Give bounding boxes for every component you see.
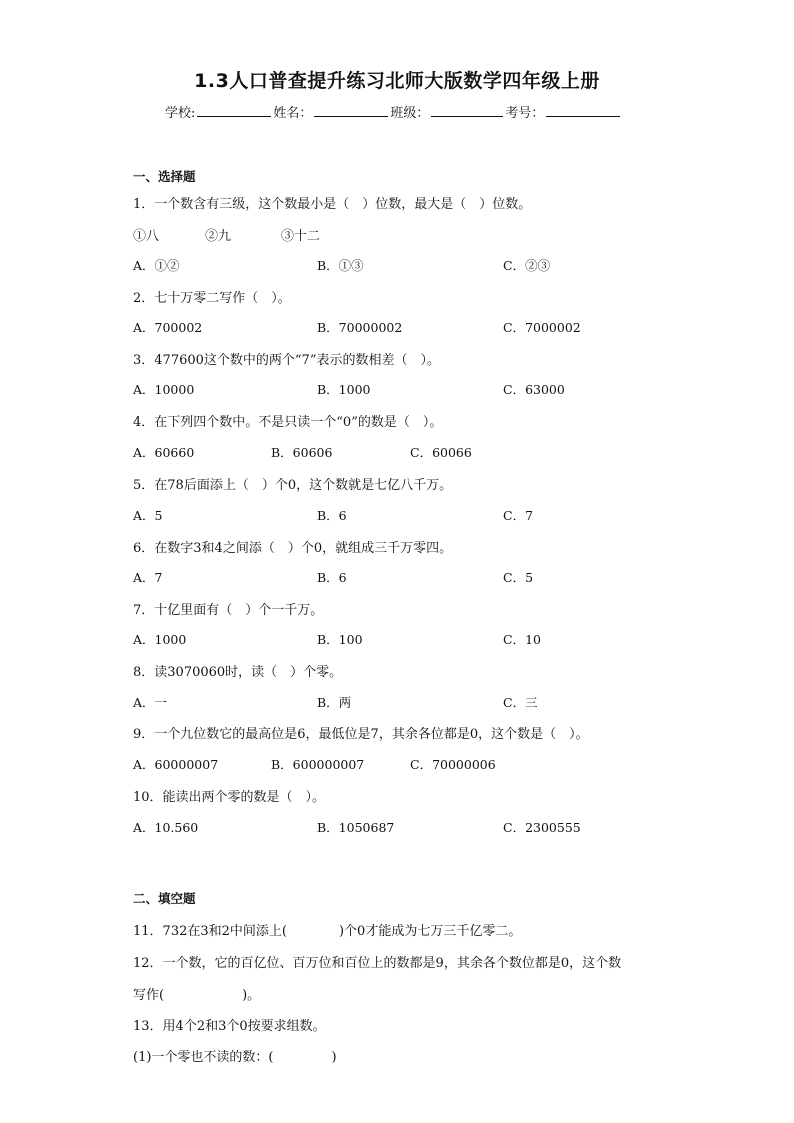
question-1: 1．一个数含有三级，这个数最小是（ ）位数，最大是（ ）位数。 [133, 197, 532, 212]
q13-1-text: (1)一个零也不读的数：( [133, 1050, 274, 1065]
class-label: 班级： [390, 106, 430, 121]
question-7: 7．十亿里面有（ ）个一千万。 [133, 603, 324, 618]
option-b: B．两 [317, 695, 352, 710]
number-field [505, 102, 622, 121]
option-a: A．1000 [133, 632, 187, 647]
option-b: B．1050687 [317, 820, 395, 835]
option-c: C．70000006 [410, 757, 496, 772]
option-b: B．100 [317, 632, 363, 647]
class-field [390, 102, 505, 121]
question-13: 13．用4个2和3个0按要求组数。 [133, 1019, 326, 1034]
option-c: C．60066 [410, 445, 472, 460]
page-title: 1.3人口普查提升练习北师大版数学四年级上册 [194, 70, 600, 92]
option-c: C．2300555 [503, 820, 581, 835]
option-c: C．②③ [503, 258, 551, 273]
option-a: A．60660 [133, 445, 195, 460]
option-a: A．60000007 [133, 757, 219, 772]
option-b: B．6 [317, 508, 347, 523]
question-9: 9．一个九位数它的最高位是6，最低位是7，其余各位都是0，这个数是（ ）。 [133, 727, 589, 742]
option-a: A．5 [133, 508, 163, 523]
option-b: B．1000 [317, 382, 371, 397]
extra-option: ③十二 [281, 229, 321, 244]
number-blank [546, 102, 620, 117]
option-c: C．10 [503, 632, 541, 647]
q11-text-end: )个0才能成为七万三千亿零二。 [338, 924, 522, 939]
option-c: C．三 [503, 695, 538, 710]
option-a: A．①② [133, 258, 180, 273]
option-a: A．10000 [133, 382, 195, 397]
option-b: B．60606 [271, 445, 333, 460]
question-10: 10．能读出两个零的数是（ ）。 [133, 790, 326, 805]
option-c: C．63000 [503, 382, 565, 397]
option-c: C．7000002 [503, 320, 581, 335]
option-b: B．①③ [317, 258, 364, 273]
option-a: A．7 [133, 570, 163, 585]
question-11 [133, 920, 521, 939]
question-13-part-1 [133, 1046, 337, 1065]
question-3: 3．477600这个数中的两个“7”表示的数相差（ ）。 [133, 353, 440, 368]
question-12: 12．一个数，它的百亿位、百万位和百位上的数都是9，其余各个数位都是0，这个数 [133, 956, 622, 971]
q11-text-start: 11．732在3和2中间添上( [133, 924, 287, 939]
school-blank [197, 102, 271, 117]
question-1-extra-options [133, 225, 320, 244]
q13-1-close: ) [331, 1050, 337, 1065]
question-8: 8．读3070060时，读（ ）个零。 [133, 665, 343, 680]
question-12-line-2 [133, 984, 260, 1003]
option-c: C．7 [503, 508, 534, 523]
extra-option: ②九 [205, 229, 232, 244]
option-a: A．10.560 [133, 820, 199, 835]
school-field [165, 102, 273, 121]
question-5: 5．在78后面添上（ ）个0，这个数就是七亿八千万。 [133, 478, 453, 493]
question-4: 4．在下列四个数中。不是只读一个“0”的数是（ ）。 [133, 415, 443, 430]
student-info-line [165, 102, 622, 121]
name-field [273, 102, 390, 121]
extra-option: ①八 [133, 229, 160, 244]
option-a: A．700002 [133, 320, 203, 335]
option-c: C．5 [503, 570, 534, 585]
option-a: A．一 [133, 695, 168, 710]
name-blank [314, 102, 388, 117]
question-6: 6．在数字3和4之间添（ ）个0，就组成三千万零四。 [133, 541, 453, 556]
name-label: 姓名： [273, 106, 313, 121]
section-heading-choice: 一、选择题 [133, 169, 196, 184]
option-b: B．600000007 [271, 757, 365, 772]
school-label: 学校: [165, 106, 196, 121]
class-blank [431, 102, 503, 117]
option-b: B．70000002 [317, 320, 403, 335]
option-b: B．6 [317, 570, 347, 585]
q12-close: )。 [242, 988, 261, 1003]
number-label: 考号： [505, 106, 545, 121]
question-2: 2．七十万零二写作（ ）。 [133, 291, 291, 306]
q12-write-label: 写作( [133, 988, 165, 1003]
section-heading-fill: 二、填空题 [133, 891, 196, 906]
